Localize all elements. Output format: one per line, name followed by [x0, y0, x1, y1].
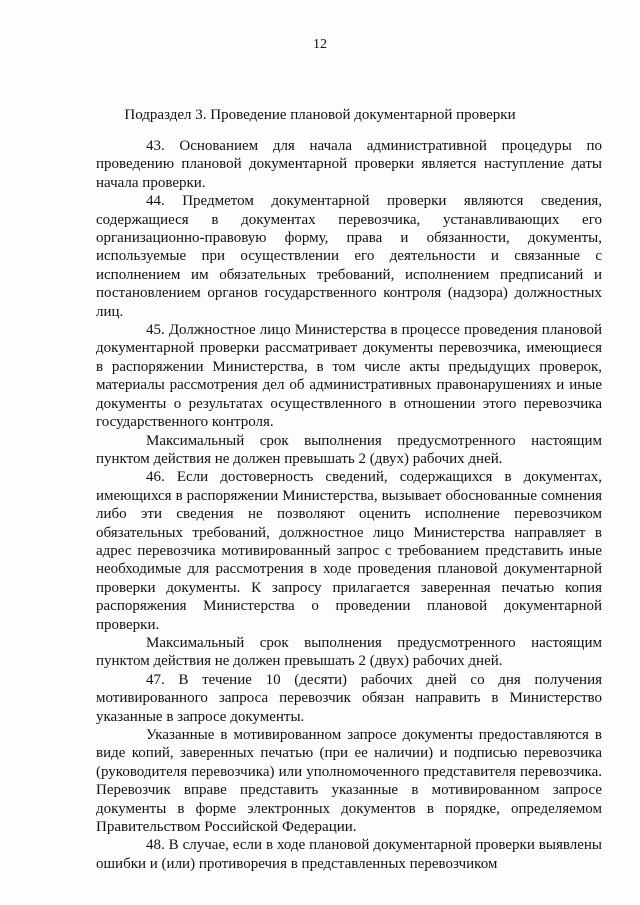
paragraph-48: 48. В случае, если в ходе плановой документарной проверки выявлены ошибки и (или) противоречия в представленных перевозчиком	[96, 837, 602, 872]
page-number: 12	[313, 37, 327, 52]
paragraph-43: 43. Основанием для начала административной процедуры по проведению плановой документарной проверки является наступление даты начала проверки.	[96, 138, 602, 191]
paragraph-47-details: Указанные в мотивированном запросе документы предоставляются в виде копий, заверенных печатью (при ее наличии) и подписью перевозчика (руководителя перевозчика) или уполномоченного представителя перевозчика. Перевозчик вправе представить указанные в мотивированном запросе документы в форме электронных документов в порядке, определяемом Правительством Российской Федерации.	[96, 727, 602, 836]
paragraph-47: 47. В течение 10 (десяти) рабочих дней со дня получения мотивированного запроса перевозчик обязан направить в Министерство указанные в запросе документы.	[96, 671, 602, 725]
paragraph-46-deadline: Максимальный срок выполнения предусмотренного настоящим пунктом действия не должен превышать 2 (двух) рабочих дней.	[96, 634, 602, 670]
paragraph-45: 45. Должностное лицо Министерства в процессе проведения плановой документарной проверки рассматривает документы перевозчика, имеющиеся в распоряжении Министерства, в том числе акты предыдущих проверок, материалы рассмотрения дел об административных правонарушениях и иные документы о результатах осуществленного в отношении этого перевозчика государственного контроля.	[96, 322, 602, 431]
paragraph-45-deadline: Максимальный срок выполнения предусмотренного настоящим пунктом действия не должен превышать 2 (двух) рабочих дней.	[96, 432, 602, 467]
subsection-heading: Подраздел 3. Проведение плановой документарной проверки	[124, 107, 516, 123]
document-body	[96, 137, 602, 873]
paragraph-44: 44. Предметом документарной проверки являются сведения, содержащиеся в документах перевозчика, устанавливающих его организационно-правовую форму, права и обязанности, документы, используемые при осуществлении его деятельности и связанные с исполнением им обязательных требований, исполнением предписаний и постановлением органов государственного контроля (надзора) должностных лиц.	[96, 193, 602, 320]
paragraph-46: 46. Если достоверность сведений, содержащихся в документах, имеющихся в распоряжении Министерства, вызывает обоснованные сомнения либо эти сведения не позволяют оценить исполнение перевозчиком обязательных требований, должностное лицо Министерства направляет в адрес перевозчика мотивированный запрос с требованием представить иные необходимые для рассмотрения в ходе проведения плановой документарной проверки документы. К запросу прилагается заверенная печатью копия распоряжения Министерства о проведении плановой документарной проверки.	[96, 469, 602, 633]
